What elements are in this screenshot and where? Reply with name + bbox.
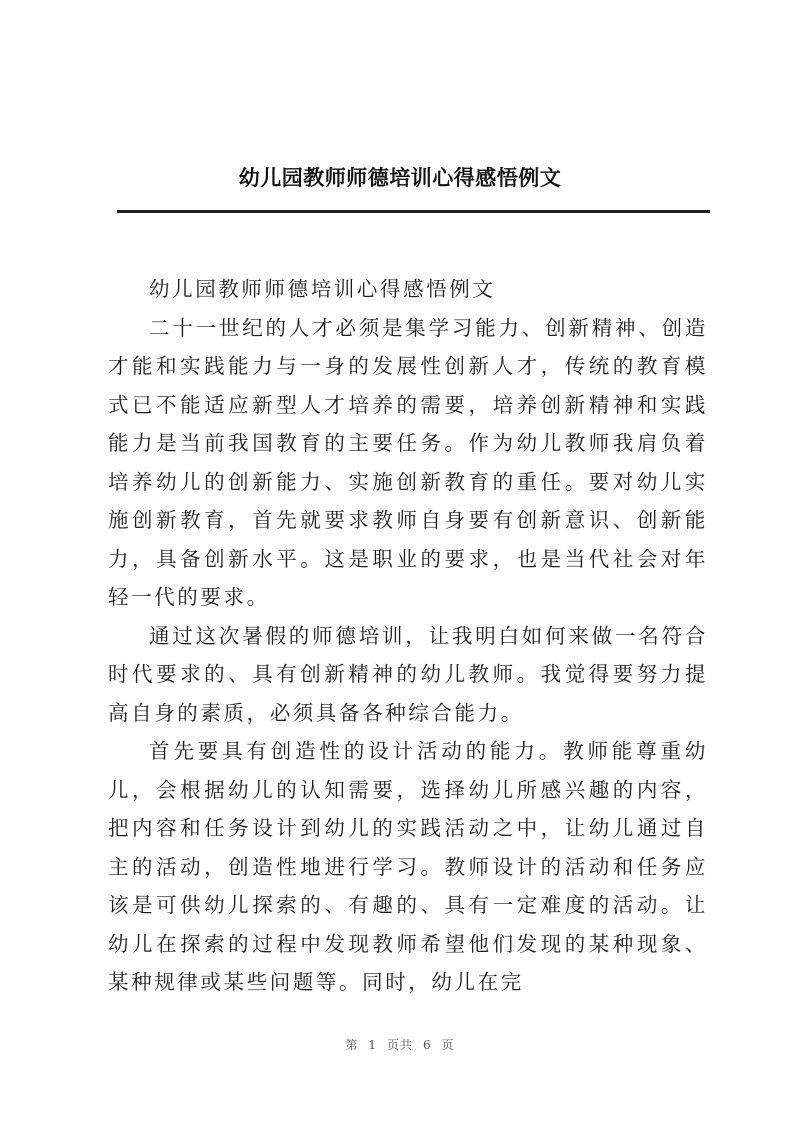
footer-suffix: 页	[441, 1038, 455, 1052]
footer-total-label: 页共	[386, 1038, 413, 1052]
page-title: 幼儿园教师师德培训心得感悟例文	[238, 165, 562, 190]
paragraph: 通过这次暑假的师德培训，让我明白如何来做一名符合时代要求的、具有创新精神的幼儿教师。我觉得要努力提高自身的素质，必须具备各种综合能力。	[108, 623, 708, 725]
footer-total-pages: 6	[423, 1038, 432, 1052]
footer-page-number: 1	[368, 1038, 377, 1052]
document-body	[108, 270, 708, 1002]
page-footer	[0, 1036, 800, 1053]
paragraph: 首先要具有创造性的设计活动的能力。教师能尊重幼儿，会根据幼儿的认知需要，选择幼儿所感兴趣的内容，把内容和任务设计到幼儿的实践活动之中，让幼儿通过自主的活动，创造性地进行学习。教师设计的活动和任务应该是可供幼儿探索的、有趣的、具有一定难度的活动。让幼儿在探索的过程中发现教师希望他们发现的某种现象、某种规律或某些问题等。同时，幼儿在完	[108, 739, 708, 994]
title-divider	[117, 210, 710, 213]
paragraph-heading: 幼儿园教师师德培训心得感悟例文	[149, 277, 496, 301]
footer-page-label: 第	[345, 1038, 359, 1052]
paragraph: 二十一世纪的人才必须是集学习能力、创新精神、创造才能和实践能力与一身的发展性创新人才，传统的教育模式已不能适应新型人才培养的需要，培养创新精神和实践能力是当前我国教育的主要任务。作为幼儿教师我肩负着培养幼儿的创新能力、实施创新教育的重任。要对幼儿实施创新教育，首先就要求教师自身要有创新意识、创新能力，具备创新水平。这是职业的要求，也是当代社会对年轻一代的要求。	[108, 315, 708, 609]
